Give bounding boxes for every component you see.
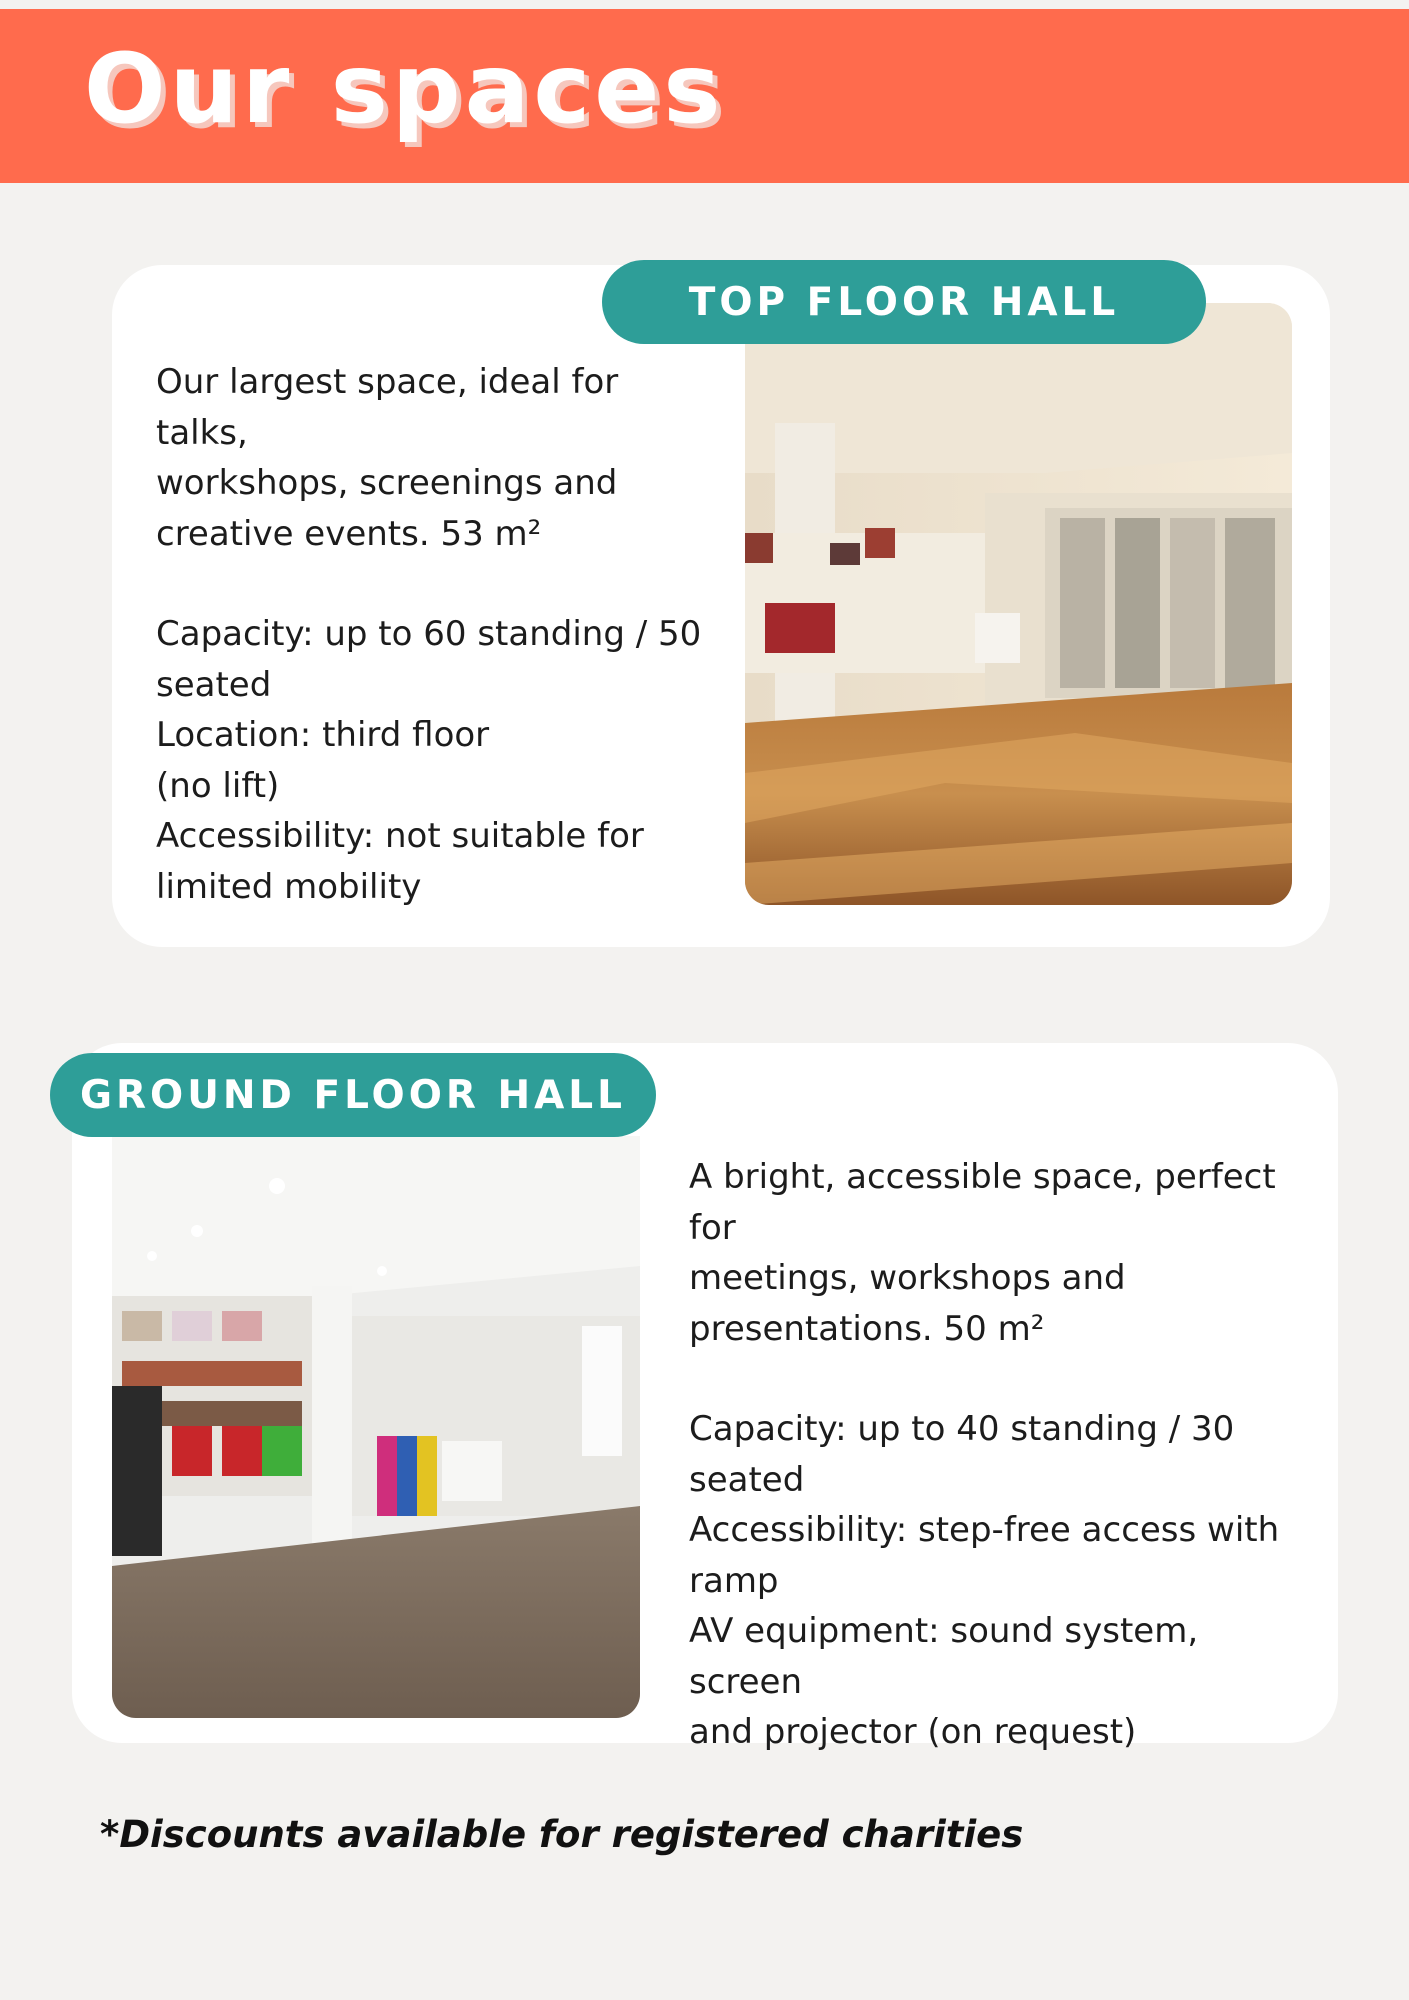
description-line: creative events. 53 m²	[156, 513, 542, 554]
detail-line: ramp	[689, 1560, 779, 1601]
ground-floor-description	[689, 1152, 1319, 1758]
header-banner	[0, 9, 1409, 183]
detail-line: and projector (on request)	[689, 1712, 1137, 1752]
top-floor-photo	[745, 303, 1292, 905]
ground-floor-hall-label: GROUND FLOOR HALL	[50, 1053, 656, 1137]
detail-line: seated	[689, 1459, 805, 1500]
ground-floor-photo	[112, 1136, 640, 1718]
photo-icon	[112, 1136, 640, 1718]
detail-line: (no lift)	[156, 765, 280, 806]
photo-icon	[745, 303, 1292, 905]
description-line: workshops, screenings and	[156, 463, 618, 503]
top-floor-description	[156, 357, 716, 912]
detail-line: AV equipment: sound system, screen	[689, 1611, 1199, 1702]
detail-line: Capacity: up to 60 standing / 50	[156, 614, 702, 654]
description-line: Our largest space, ideal for talks,	[156, 362, 619, 453]
top-floor-hall-label: TOP FLOOR HALL	[602, 260, 1206, 344]
detail-line: Accessibility: step-free access with	[689, 1510, 1280, 1550]
description-line: presentations. 50 m²	[689, 1308, 1045, 1349]
description-line: meetings, workshops and	[689, 1258, 1126, 1298]
detail-line: seated	[156, 664, 272, 705]
detail-line: Accessibility: not suitable for	[156, 816, 644, 856]
page-title: Our spaces	[84, 33, 725, 145]
detail-line: Location: third floor	[156, 715, 490, 755]
detail-line: limited mobility	[156, 866, 422, 907]
description-line: A bright, accessible space, perfect for	[689, 1157, 1276, 1248]
detail-line: Capacity: up to 40 standing / 30	[689, 1409, 1235, 1449]
top-strip	[0, 0, 1409, 9]
discount-footnote: *Discounts available for registered charities	[100, 1813, 1024, 1856]
